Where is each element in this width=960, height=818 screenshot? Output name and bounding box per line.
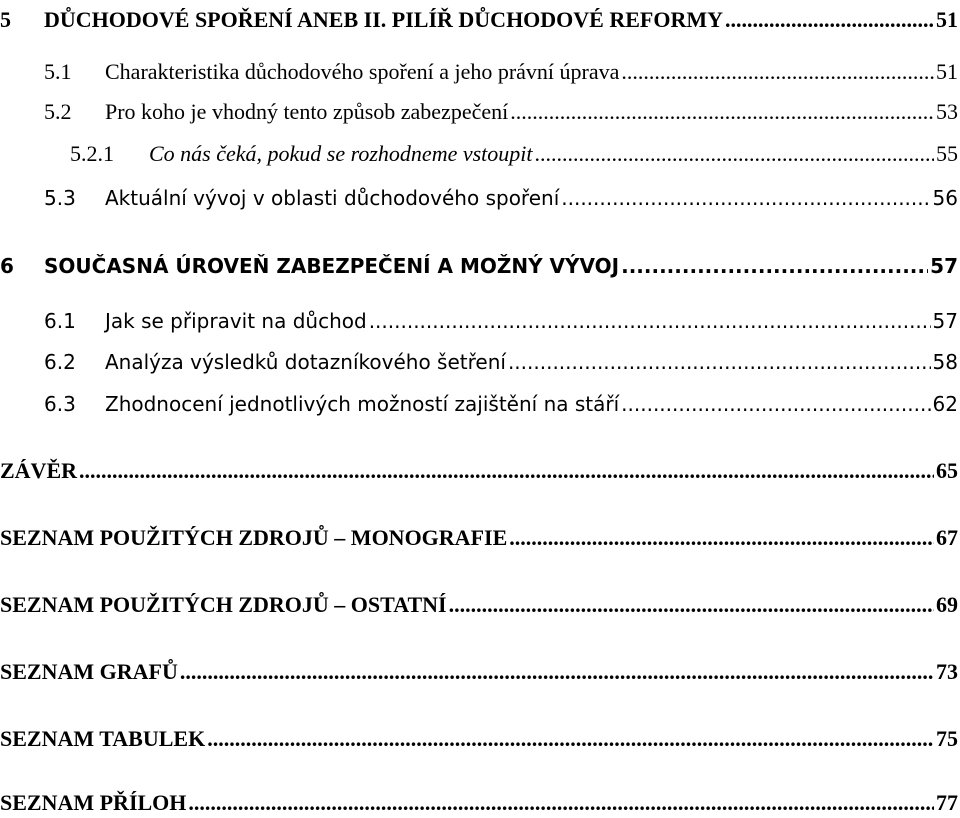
toc-entry-title: SEZNAM TABULEK — [0, 726, 206, 751]
toc-entry-number: 6.2 — [44, 350, 76, 374]
toc-dot-leader — [188, 789, 934, 817]
toc-entry-page: 69 — [936, 592, 958, 617]
toc-entry-sources-other[interactable] — [0, 591, 958, 619]
toc-entry-page: 57 — [930, 254, 958, 278]
toc-dot-leader — [510, 98, 934, 126]
toc-entry-chapter-6[interactable] — [0, 252, 958, 280]
toc-entry-chapter-5[interactable] — [0, 6, 958, 34]
toc-dot-leader — [621, 58, 934, 86]
toc-entry-page: 67 — [936, 525, 958, 550]
toc-entry-number: 5.1 — [44, 59, 72, 84]
toc-entry-number: 5.3 — [44, 186, 76, 210]
toc-entry-number: 5 — [0, 7, 11, 32]
toc-entry-section-6-3[interactable] — [0, 390, 958, 418]
toc-entry-page: 57 — [932, 309, 958, 333]
toc-dot-leader — [79, 457, 934, 485]
toc-entry-number: 6.3 — [44, 392, 76, 416]
toc-dot-leader — [207, 725, 934, 753]
toc-dot-leader — [535, 140, 934, 168]
toc-entry-page: 53 — [936, 99, 958, 124]
toc-entry-number: 6.1 — [44, 309, 76, 333]
toc-entry-title: Zhodnocení jednotlivých možností zajištění na stáří — [105, 392, 620, 416]
toc-entry-title: ZÁVĚR — [0, 458, 78, 483]
toc-entry-title: Co nás čeká, pokud se rozhodneme vstoupit — [149, 141, 533, 166]
toc-entry-page: 77 — [936, 790, 958, 815]
toc-entry-title: SEZNAM GRAFŮ — [0, 659, 178, 684]
toc-entry-title: Charakteristika důchodového spoření a jeho právní úprava — [105, 59, 620, 84]
toc-entry-page: 51 — [936, 59, 958, 84]
toc-dot-leader — [509, 524, 934, 552]
toc-entry-section-5-3[interactable] — [0, 184, 958, 212]
toc-dot-leader — [725, 6, 934, 34]
toc-dot-leader — [180, 658, 934, 686]
toc-entry-number: 5.2.1 — [70, 141, 114, 166]
toc-entry-title: Analýza výsledků dotazníkového šetření — [105, 350, 506, 374]
toc-entry-title: SEZNAM PŘÍLOH — [0, 790, 187, 815]
toc-dot-leader — [449, 591, 934, 619]
toc-dot-leader — [561, 184, 930, 212]
toc-entry-section-5-1[interactable] — [0, 58, 958, 86]
toc-entry-title: SEZNAM POUŽITÝCH ZDROJŮ – MONOGRAFIE — [0, 525, 508, 550]
toc-entry-page: 62 — [932, 392, 958, 416]
toc-entry-list-of-appendices[interactable] — [0, 789, 958, 817]
toc-entry-page: 56 — [932, 186, 958, 210]
toc-entry-number: 6 — [0, 254, 14, 278]
toc-entry-title: Jak se připravit na důchod — [105, 309, 367, 333]
toc-entry-list-of-graphs[interactable] — [0, 658, 958, 686]
toc-entry-title: SEZNAM POUŽITÝCH ZDROJŮ – OSTATNÍ — [0, 592, 447, 617]
toc-entry-page: 58 — [932, 350, 958, 374]
toc-entry-section-6-2[interactable] — [0, 348, 958, 376]
toc-entry-title: Aktuální vývoj v oblasti důchodového spoření — [105, 186, 560, 210]
toc-entry-section-5-2[interactable] — [0, 98, 958, 126]
toc-entry-page: 51 — [936, 7, 958, 32]
toc-dot-leader — [369, 307, 931, 335]
toc-entry-subsection-5-2-1[interactable] — [0, 140, 958, 168]
toc-entry-page: 75 — [936, 726, 958, 751]
toc-entry-conclusion[interactable] — [0, 457, 958, 485]
toc-dot-leader — [621, 390, 930, 418]
toc-entry-page: 55 — [936, 141, 958, 166]
toc-entry-list-of-tables[interactable] — [0, 725, 958, 753]
toc-entry-title: Pro koho je vhodný tento způsob zabezpečení — [105, 99, 509, 124]
toc-entry-section-6-1[interactable] — [0, 307, 958, 335]
toc-dot-leader — [508, 348, 931, 376]
toc-entry-number: 5.2 — [44, 99, 72, 124]
toc-entry-page: 73 — [936, 659, 958, 684]
toc-entry-title: DŮCHODOVÉ SPOŘENÍ ANEB II. PILÍŘ DŮCHODOVÉ REFORMY — [44, 7, 724, 32]
toc-entry-sources-monographs[interactable] — [0, 524, 958, 552]
toc-entry-page: 65 — [936, 458, 958, 483]
toc-entry-title: SOUČASNÁ ÚROVEŇ ZABEZPEČENÍ A MOŽNÝ VÝVOJ — [44, 254, 620, 278]
toc-dot-leader — [621, 252, 928, 280]
